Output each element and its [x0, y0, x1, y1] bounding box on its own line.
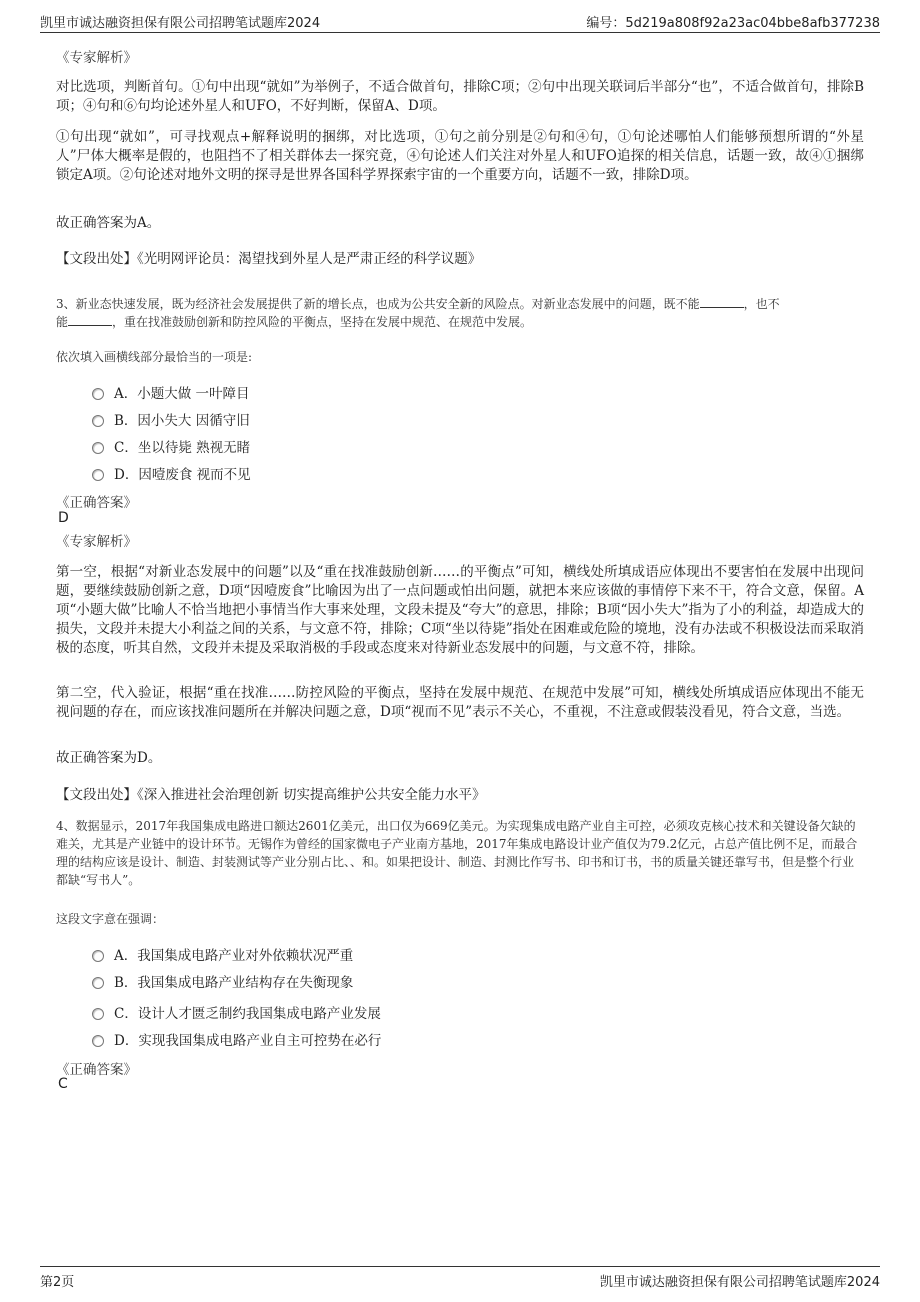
correct-answer-value: C [58, 1076, 68, 1092]
analysis-paragraph: 第二空，代入验证，根据“重在找准……防控风险的平衡点，坚持在发展中规范、在规范中发展”可知，横线处所填成语应体现出不能无视问题的存在，而应该找准问题所在并解决问题之意，D项“视而不见”表示不关心，不重视，不注意或假装没看见，符合文意，当选。 [56, 685, 864, 720]
analysis-paragraph: ①句出现“就如”，可寻找观点+解释说明的捆绑，对比选项，①句之前分别是②句和④句，①句论述哪怕人们能够预想所谓的“外星人”尸体大概率是假的，也阻挡不了相关群体去一探究竟，④句论述人们关注对外星人和UFO追探的相关信息，话题一致，故④①捆绑锁定A项。②句论述对地外文明的探寻是世界各国科学界探索宇宙的一个重要方向，话题不一致，排除D项。 [56, 129, 864, 183]
passage-source: 【文段出处】《光明网评论员：渴望找到外星人是严肃正经的科学议题》 [56, 251, 482, 267]
radio-icon[interactable] [92, 1008, 104, 1020]
question-4-option-b[interactable]: B． 我国集成电路产业结构存在失衡现象 [92, 971, 353, 991]
radio-icon[interactable] [92, 442, 104, 454]
page-header [40, 10, 880, 33]
header-title: 凯里市诚达融资担保有限公司招聘笔试题库2024 [40, 16, 321, 31]
analysis-paragraph: 第一空，根据“对新业态发展中的问题”以及“重在找准鼓励创新……的平衡点”可知，横线处所填成语应体现出不要害怕在发展中出现问题，要继续鼓励创新之意，D项“因噎废食”比喻因为出了一点问题或怕出问题，就把本来应该做的事情停下来不干，符合文意，保留。A项“小题大做”比喻人不恰当地把小事情当作大事来处理，文段未提及“夸大”的意思，排除；B项“因小失大”指为了小的利益，却造成大的损失，文段并未提大小利益之间的关系，与文意不符，排除；C项“坐以待毙”指处在困难或危险的境地，没有办法或不积极设法而采取消极的态度，听其自然，文段并未提及采取消极的手段或态度来对待新业态发展中的问题，与文意不符，排除。 [56, 564, 864, 656]
analysis-conclusion: 故正确答案为A。 [56, 215, 161, 231]
question-3-prompt: 依次填入画横线部分最恰当的一项是: [56, 350, 253, 364]
expert-analysis-tag: 《专家解析》 [56, 534, 137, 550]
question-3-option-a[interactable]: A． 小题大做 一叶障目 [92, 382, 250, 402]
question-4-text: 4、数据显示，2017年我国集成电路进口额达2601亿美元，出口仅为669亿美元。为实现集成电路产业自主可控，必须攻克核心技术和关键设备欠缺的难关，尤其是产业链中的设计环节。无锡作为曾经的国家微电子产业南方基地，2017年集成电路设计业产值仅为79.2亿元，占总产值比例不足，而最合理的结构应该是设计、制造、封装测试等产业分别占比、、和。如果把设计、制造、封测比作写书、印书和订书，书的质量关键还靠写书，但是整个行业都缺“写书人”。 [56, 819, 858, 887]
correct-answer-tag: 《正确答案》 [56, 1062, 137, 1078]
radio-icon[interactable] [92, 1035, 104, 1047]
question-4-option-a[interactable]: A． 我国集成电路产业对外依赖状况严重 [92, 944, 353, 964]
expert-analysis-tag: 《专家解析》 [56, 50, 137, 66]
question-4-option-c[interactable]: C． 设计人才匮乏制约我国集成电路产业发展 [92, 1002, 381, 1022]
question-3-option-d[interactable]: D． 因噎废食 视而不见 [92, 463, 251, 483]
header-doc-number: 编号：5d219a808f92a23ac04bbe8afb377238 [586, 16, 880, 31]
analysis-conclusion: 故正确答案为D。 [56, 750, 162, 766]
fill-blank [68, 313, 112, 326]
radio-icon[interactable] [92, 388, 104, 400]
footer-title: 凯里市诚达融资担保有限公司招聘笔试题库2024 [599, 1275, 880, 1290]
question-4-option-d[interactable]: D． 实现我国集成电路产业自主可控势在必行 [92, 1029, 381, 1049]
fill-blank [700, 295, 744, 308]
question-3-option-b[interactable]: B． 因小失大 因循守旧 [92, 409, 250, 429]
radio-icon[interactable] [92, 469, 104, 481]
analysis-paragraph: 对比选项，判断首句。①句中出现“就如”为举例子，不适合做首句，排除C项；②句中出现关联词后半部分“也”，不适合做首句，排除B项；④句和⑥句均论述外星人和UFO，不好判断，保留A、D项。 [56, 79, 864, 114]
page-number: 第2页 [40, 1275, 75, 1290]
radio-icon[interactable] [92, 415, 104, 427]
radio-icon[interactable] [92, 950, 104, 962]
question-4-prompt: 这段文字意在强调： [56, 912, 165, 926]
page-footer [40, 1266, 880, 1291]
radio-icon[interactable] [92, 977, 104, 989]
question-3-option-c[interactable]: C． 坐以待毙 熟视无睹 [92, 436, 250, 456]
question-3-text: 3、新业态快速发展，既为经济社会发展提供了新的增长点，也成为公共安全新的风险点。对新业态发展中的问题，既不能 ，也不 能 ，重在找准鼓励创新和防控风险的平衡点，坚持在发展中规范、在规范中发展。 [56, 297, 780, 329]
correct-answer-tag: 《正确答案》 [56, 495, 137, 511]
passage-source: 【文段出处】《深入推进社会治理创新 切实提高维护公共安全能力水平》 [56, 787, 486, 803]
correct-answer-value: D [58, 510, 69, 526]
